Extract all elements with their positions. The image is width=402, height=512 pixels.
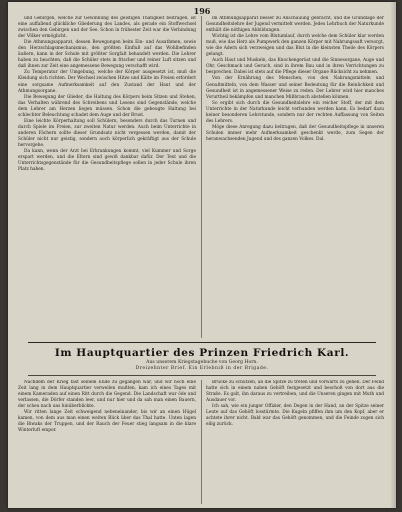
article-title: Im Hauptquartier des Prinzen Friedrich Karl. <box>54 347 350 359</box>
column-divider <box>201 380 202 504</box>
article-byline: Aus unserem Kriegstagebuche von Georg Horn. <box>146 360 258 365</box>
paragraph: im Athmungsapparat besser zu Anschauung gebracht, und die Grundlage der Gesundheitslehre der Jugend vermittelt werden. Jedes Lehrbuch der Naturkunde enthält die nöthigen Abbildungen. <box>206 16 384 34</box>
paragraph: Die Bewegung der Glieder, die Haltung des Körpers beim Sitzen und Stehen, das Verhalten während des Schreibens und Lesens sind Gegenstände, welche dem Lehrer am Herzen liegen müssen. Schon die gebeugte Haltung bei schlechter Beleuchtung schadet dem Auge und der Brust. <box>18 94 196 118</box>
newspaper-page <box>8 2 396 508</box>
header-rule <box>28 375 376 376</box>
paragraph: So ergibt sich durch die Gesundheitslehre ein reicher Stoff, der mit dem Unterrichte in der Naturkunde leicht verbunden werden kann. Es bedarf dazu keiner besonderen Lehrstunde, sondern nur der rechten Auffassung von Seiten des Lehrers. <box>206 100 384 124</box>
page-number: 196 <box>193 6 211 16</box>
paragraph: Von der Ernährung des Menschen, von den Nahrungsmitteln und Genußmitteln, von dem Wasser und seiner Bedeutung für die Reinlichkeit und Gesundheit ist in angemessener Weise zu reden. Der Lehrer wird hier manches Vorurtheil bekämpfen und manchen Mißbrauch abstellen können. <box>206 76 384 100</box>
paragraph: Wir ritten lange Zeit schweigend nebeneinander, bis wir an einen Hügel kamen, von dem aus man einen weiten Blick über das Thal hatte. Unten lagen die Biwaks der Truppen, und der Rauch der Feuer stieg langsam in die klare Winterluft empor. <box>18 410 196 434</box>
paragraph: Da kann, wenn der Arzt bei Erkrankungen kommt, viel Kummer und Sorge erspart werden, und die Eltern sind gewiß dankbar dafür. Der Text und die Unterrichtsgegenstände für die Gesundheitspflege sollen in jeder Schule ihren Platz haben. <box>18 149 196 173</box>
paragraph: Zu Temperatur der Umgebung, welche der Körper ausgesetzt ist, muß die Kleidung sich richten. Der Wechsel zwischen Hitze und Kälte im Freien erfordert eine sorgsame Aufmerksamkeit auf den Zustand der Haut und der Athmungsorgane. <box>18 70 196 94</box>
body-column-right <box>206 16 384 338</box>
section-rule <box>28 342 376 343</box>
paragraph: Nachdem der Krieg fast seinem Ende zu gegangen war, und wir noch eine Zeit lang in dem Hauptquartier verweilen mußten, kam ich eines Tages mit einem Kameraden auf einen Ritt durch die Gegend. Die Landschaft war öde und verlassen, die Dörfer standen leer, und nur hier und da sah man einen Bauern, der scheu nach uns hinüberblickte. <box>18 380 196 410</box>
paragraph: Die Athmungsapparat, dessen Bewegungen beim Ein- und Ausathmen, sowie den Herzschlagsmechanismus, den größten Einfluß auf das Wohlbefinden äußern, kann in der Schule mit größter Sorgfalt behandelt werden. Die Lehrer haben zu beachten, daß die Schüler stets in frischer und reiner Luft sitzen und daß ihnen zur Zeit eine angemessene Bewegung verschafft wird. <box>18 40 196 70</box>
paragraph: Brücke zu schützen, an die Spitze zu treten und vorwärts zu gehen. Der Feind hatte sich in einem nahen Gehöft festgesetzt und beschoß von dort aus die Straße. Es galt, ihn daraus zu vertreiben, und die Unseren gingen mit Muth und Ausdauer vor. <box>206 380 384 404</box>
paragraph: Wichtig ist die Lehre vom Blutumlauf, durch welche dem Schüler klar werden muß, wie das Herz als Pumpwerk den ganzen Körper mit Nahrungssaft versorgt, wie die Adern sich verzweigen und das Blut in die kleinsten Theile des Körpers gelangt. <box>206 34 384 58</box>
page-edge-shadow <box>390 2 396 508</box>
paragraph: und Gebirgen, welche zur Gewinnung des geistigen Thätigkeit beitragen, ist eine auffallend glückliche Gliederung des Landes, als gerade ein Stoffwechsel zwischen den Gebirgen und der See. Schon in frühester Zeit war die Verbindung der Völker ermöglicht. <box>18 16 196 40</box>
body-column-left <box>18 16 196 338</box>
paragraph: Ich sah, wie ein junger Offizier, den Degen in der Hand, an der Spitze seiner Leute auf das Gehöft losstürmte. Die Kugeln pfiffen ihm um den Kopf, aber er achtete ihrer nicht. Bald war das Gehöft genommen, und die Feinde zogen sich eilig zurück. <box>206 404 384 428</box>
article-header <box>8 360 396 372</box>
paragraph: Möge diese Anregung dazu beitragen, daß der Gesundheitspflege in unseren Schulen immer mehr Aufmerksamkeit geschenkt werde, zum Segen der heranwachsenden Jugend und des ganzen Volkes. Dal. <box>206 124 384 142</box>
paragraph: Eine leichte Körperhaltung soll Schülern, besonders durch das Turnen und durch Spiele im Freien, zur zweiten Natur werden. Auch beim Unterrichte in anderen Fächern sollte dieser Grundsatz nicht vergessen werden, damit der Schüler nicht nur geistig, sondern auch körperlich gekräftigt aus der Schule hervorgehe. <box>18 118 196 148</box>
column-divider <box>201 16 202 338</box>
paragraph: Auch Haut und Muskeln, das Knochengerüst und die Sinnesorgane, Auge und Ohr, Geschmack und Geruch, sind in ihrem Bau und in ihren Verrichtungen zu besprechen. Dabei ist stets auf die Pflege dieser Organe Rücksicht zu nehmen. <box>206 58 384 76</box>
article-subtitle: Dreizehnter Brief. Ein Erlebniß in der Brigade. <box>135 366 269 371</box>
article-column-right <box>206 380 384 504</box>
article-column-left <box>18 380 196 504</box>
